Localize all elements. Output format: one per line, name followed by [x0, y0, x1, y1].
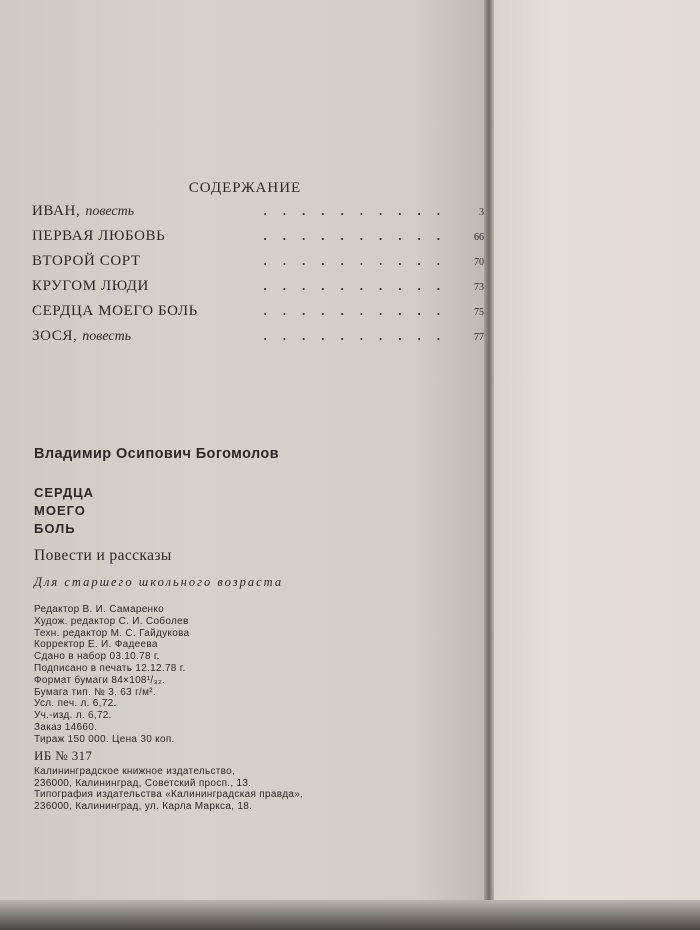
book-title-line: МОЕГО	[34, 503, 86, 518]
book-gutter	[484, 0, 494, 930]
toc-entry-title: ИВАН,	[32, 203, 81, 219]
credit-line: Уч.-изд. л. 6,72.	[34, 710, 112, 722]
toc-entry-page: 77	[474, 332, 484, 343]
toc-entry-page: 73	[474, 282, 484, 293]
credit-line: Сдано в набор 03.10.78 г.	[34, 651, 160, 663]
dot-leader: ..........	[263, 228, 456, 243]
toc-entry	[32, 328, 484, 353]
toc-entry-title: СЕРДЦА МОЕГО БОЛЬ	[32, 303, 198, 319]
publisher-block	[34, 766, 303, 812]
right-page	[494, 0, 700, 930]
dot-leader: ..........	[263, 203, 456, 218]
toc-entry	[32, 203, 484, 228]
credit-line: Усл. печ. л. 6,72.	[34, 698, 117, 710]
book-title-line: БОЛЬ	[34, 521, 76, 536]
toc-entry-page: 75	[474, 307, 484, 318]
credit-line: Заказ 14660.	[34, 721, 98, 733]
toc-entry-title: ВТОРОЙ СОРТ	[32, 253, 141, 269]
table-of-contents	[32, 203, 484, 353]
book-title	[34, 484, 94, 538]
credit-line: Худож. редактор С. И. Соболев	[34, 615, 189, 627]
toc-entry-page: 66	[474, 232, 484, 243]
publisher-line: 236000, Калининград, Советский просп., 13.	[34, 777, 252, 789]
toc-entry-title: КРУГОМ ЛЮДИ	[32, 278, 149, 294]
dot-leader: ..........	[263, 278, 456, 293]
credit-line: Формат бумаги 84×108¹/₃₂.	[34, 674, 166, 686]
credits-block	[34, 604, 189, 746]
publisher-line: Типография издательства «Калининградская правда»,	[34, 789, 304, 800]
toc-entry	[32, 228, 484, 253]
genre: Повести и рассказы	[34, 547, 172, 564]
toc-entry-page: 70	[474, 257, 484, 268]
ib-number: ИБ № 317	[34, 748, 93, 763]
author-name: Владимир Осипович Богомолов	[34, 446, 279, 462]
credit-line: Техн. редактор М. С. Гайдукова	[34, 627, 190, 639]
credit-line: Тираж 150 000. Цена 30 коп.	[34, 733, 175, 745]
audience-note: Для старшего школьного возраста	[34, 575, 284, 589]
credit-line: Редактор В. И. Самаренко	[34, 604, 165, 615]
toc-entry-title: ЗОСЯ,	[32, 328, 78, 344]
publisher-line: Калининградское книжное издательство,	[34, 766, 236, 777]
dot-leader: ..........	[263, 253, 456, 268]
book-title-line: СЕРДЦА	[34, 485, 95, 500]
toc-entry	[32, 278, 484, 303]
credit-line: Бумага тип. № 3, 63 г/м².	[34, 686, 157, 698]
page-bottom-edge	[0, 900, 700, 930]
publisher-line: 236000, Калининград, ул. Карла Маркса, 18.	[34, 800, 253, 812]
toc-entry	[32, 303, 484, 328]
credit-line: Корректор Е. И. Фадеева	[34, 639, 158, 651]
toc-entry	[32, 253, 484, 278]
toc-entry-title: ПЕРВАЯ ЛЮБОВЬ	[32, 228, 166, 244]
toc-entry-subtitle: повесть	[85, 204, 135, 219]
dot-leader: ..........	[263, 303, 456, 318]
dot-leader: ..........	[263, 328, 456, 343]
toc-entry-subtitle: повесть	[82, 329, 132, 344]
credit-line: Подписано в печать 12.12.78 г.	[34, 662, 186, 674]
toc-heading: СОДЕРЖАНИЕ	[188, 180, 302, 196]
toc-entry-page: 3	[479, 207, 484, 218]
